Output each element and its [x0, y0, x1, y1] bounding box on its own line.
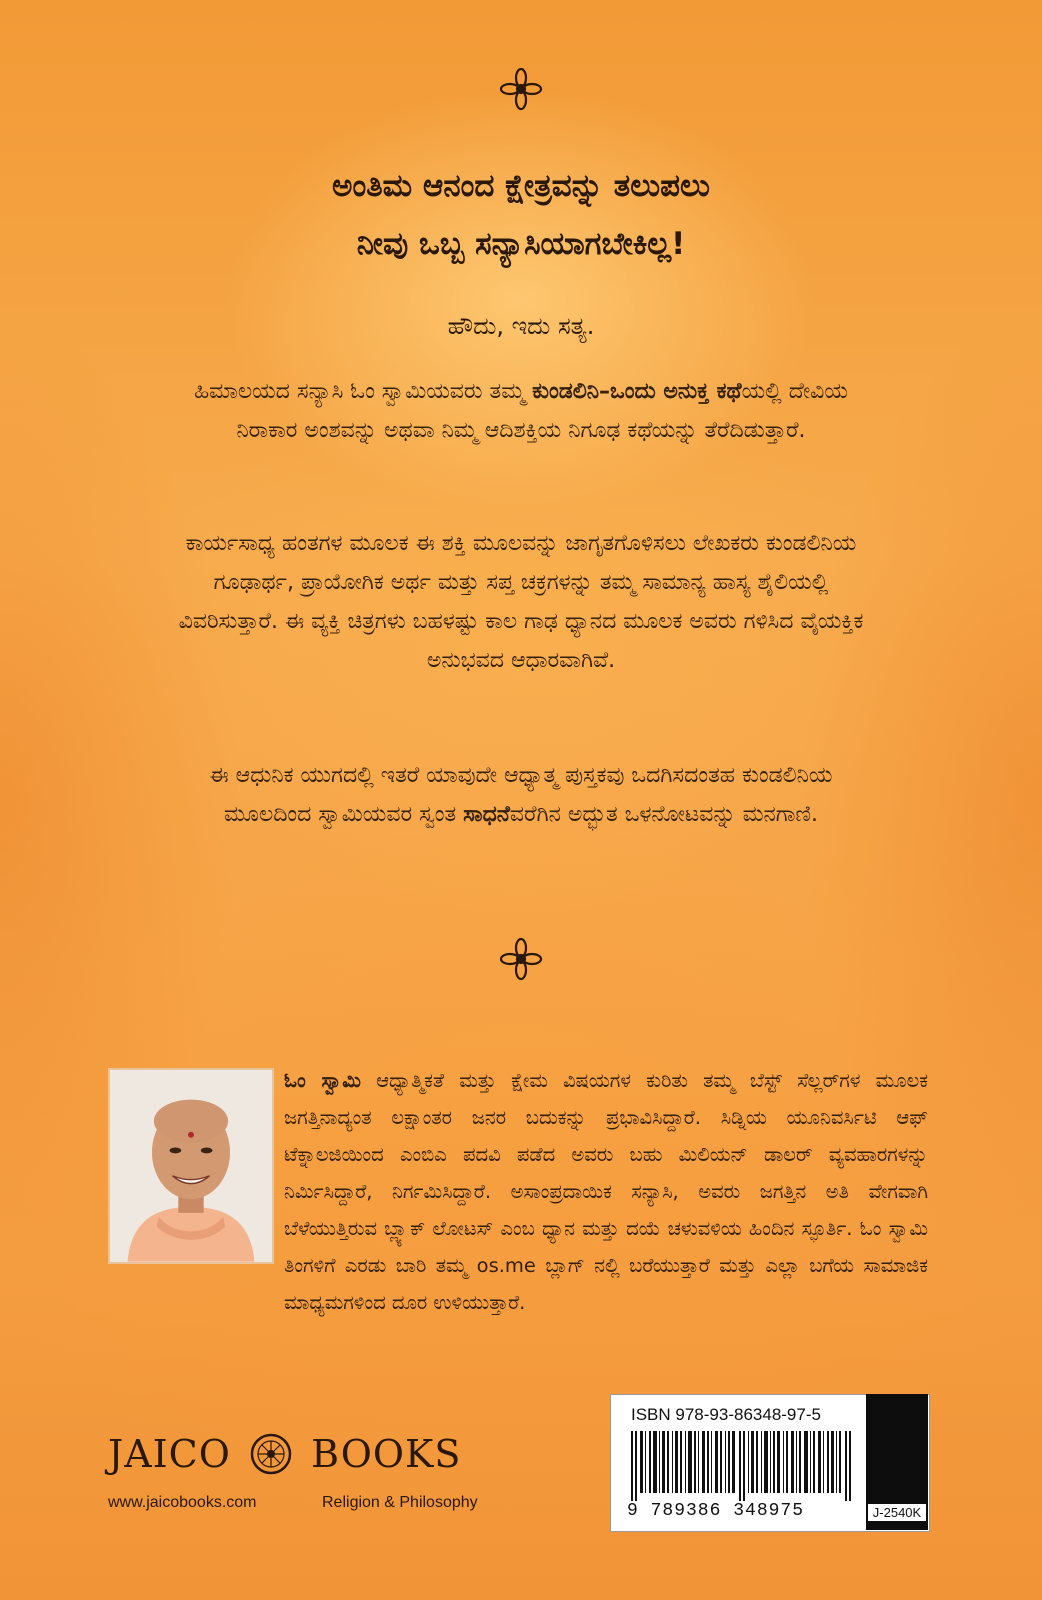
- barcode-bars: [631, 1431, 861, 1501]
- book-title: ಕುಂಡಲಿನಿ–ಒಂದು ಅನುಕ್ತ ಕಥೆ: [532, 379, 742, 404]
- book-genre: Religion & Philosophy: [322, 1494, 478, 1511]
- publisher-name-left: JAICO: [108, 1431, 231, 1476]
- lotus-flower-icon: [496, 64, 546, 114]
- product-code-box: [866, 1394, 928, 1530]
- lotus-flower-icon: [496, 934, 546, 984]
- headline-line-2: ನೀವು ಒಬ್ಬ ಸನ್ಯಾಸಿಯಾಗಬೇಕಿಲ್ಲ!: [356, 226, 686, 262]
- publisher-block: [108, 1428, 528, 1538]
- barcode-digits: 9 789386 348975: [627, 1501, 805, 1521]
- headline-line-1: ಅಂತಿಮ ಆನಂದ ಕ್ಷೇತ್ರವನ್ನು ತಲುಪಲು: [332, 168, 710, 204]
- jaico-emblem-icon: [250, 1433, 292, 1475]
- isbn-number: ISBN 978-93-86348-97-5: [631, 1405, 821, 1424]
- product-code: J-2540K: [868, 1504, 926, 1521]
- author-bio: ಓಂ ಸ್ವಾಮಿ ಆಧ್ಯಾತ್ಮಿಕತೆ ಮತ್ತು ಕ್ಷೇಮ ವಿಷಯಗಳ ಕುರಿತು ತಮ್ಮ ಬೆಸ್ಟ್ ಸೆಲ್ಲರ್‌ಗಳ ಮೂಲಕ ಜಗತ್ತಿನಾದ್ಯಂತ ಲಕ್ಷಾಂತರ ಜನರ ಬದುಕನ್ನು ಪ್ರಭಾವಿಸಿದ್ದಾರೆ. ಸಿಡ್ನಿಯ ಯೂನಿವರ್ಸಿಟಿ ಆಫ್ ಟೆಕ್ನಾಲಜಿಯಿಂದ ಎಂಬಿಎ ಪದವಿ ಪಡೆದ ಅವರು ಬಹು ಮಿಲಿಯನ್ ಡಾಲರ್ ವ್ಯವಹಾರಗಳನ್ನು ನಿರ್ಮಿಸಿದ್ದಾರೆ, ನಿರ್ಗಮಿಸಿದ್ದಾರೆ. ಅಸಾಂಪ್ರದಾಯಿಕ ಸನ್ಯಾಸಿ, ಅವರು ಜಗತ್ತಿನ ಅತಿ ವೇಗವಾಗಿ ಬೆಳೆಯುತ್ತಿರುವ ಬ್ಲ್ಯಾಕ್ ಲೋಟಸ್ ಎಂಬ ಧ್ಯಾನ ಮತ್ತು ದಯೆ ಚಳುವಳಿಯ ಹಿಂದಿನ ಸ್ಫೂರ್ತಿ. ಓಂ ಸ್ವಾಮಿ ತಿಂಗಳಿಗೆ ಎರಡು ಬಾರಿ ತಮ್ಮ os.me ಬ್ಲಾಗ್ ನಲ್ಲಿ ಬರೆಯುತ್ತಾರೆ ಮತ್ತು ಎಲ್ಲಾ ಬಗೆಯ ಸಾಮಾಜಿಕ ಮಾಧ್ಯಮಗಳಿಂದ ದೂರ ಉಳಿಯುತ್ತಾರೆ.: [284, 1069, 928, 1314]
- publisher-logo: [108, 1428, 461, 1484]
- publisher-name-right: BOOKS: [311, 1431, 462, 1476]
- publisher-website: www.jaicobooks.com: [108, 1494, 257, 1511]
- paragraph-closing: ಈ ಆಧುನಿಕ ಯುಗದಲ್ಲಿ ಇತರೆ ಯಾವುದೇ ಆಧ್ಯಾತ್ಮ ಪುಸ್ತಕವು ಒದಗಿಸದಂತಹ ಕುಂಡಲಿನಿಯ ಮೂಲದಿಂದ ಸ್ವಾಮಿಯವರ ಸ್ವಂತ ಸಾಧನೆವರೆಗಿನ ಅದ್ಭುತ ಒಳನೋಟವನ್ನು ಮನಗಾಣಿ.: [209, 763, 833, 827]
- paragraph-intro: ಹಿಮಾಲಯದ ಸನ್ಯಾಸಿ ಓಂ ಸ್ವಾಮಿಯವರು ತಮ್ಮ ಕುಂಡಲಿನಿ–ಒಂದು ಅನುಕ್ತ ಕಥೆಯಲ್ಲಿ ದೇವಿಯ ನಿರಾಕಾರ ಅಂಶವನ್ನು ಅಥವಾ ನಿಮ್ಮ ಆದಿಶಕ್ತಿಯ ನಿಗೂಢ ಕಥೆಯನ್ನು ತೆರೆದಿಡುತ್ತಾರೆ.: [194, 379, 848, 443]
- paragraph-description: ಕಾರ್ಯಸಾಧ್ಯ ಹಂತಗಳ ಮೂಲಕ ಈ ಶಕ್ತಿ ಮೂಲವನ್ನು ಜಾಗೃತಗೊಳಿಸಲು ಲೇಖಕರು ಕುಂಡಲಿನಿಯ ಗೂಢಾರ್ಥ, ಪ್ರಾಯೋಗಿಕ ಅರ್ಥ ಮತ್ತು ಸಪ್ತ ಚಕ್ರಗಳನ್ನು ತಮ್ಮ ಸಾಮಾನ್ಯ ಹಾಸ್ಯ ಶೈಲಿಯಲ್ಲಿ ವಿವರಿಸುತ್ತಾರೆ. ಈ ವ್ಯಕ್ತಿ ಚಿತ್ರಗಳು ಬಹಳಷ್ಟು ಕಾಲ ಗಾಢ ಧ್ಯಾನದ ಮೂಲಕ ಅವರು ಗಳಿಸಿದ ವೈಯಕ್ತಿಕ ಅನುಭವದ ಆಧಾರವಾಗಿವೆ.: [178, 531, 864, 673]
- subheading: ಹೌದು, ಇದು ಸತ್ಯ.: [447, 312, 595, 340]
- author-name: ಓಂ ಸ್ವಾಮಿ: [284, 1069, 361, 1092]
- sadhana-word: ಸಾಧನೆ: [463, 802, 510, 827]
